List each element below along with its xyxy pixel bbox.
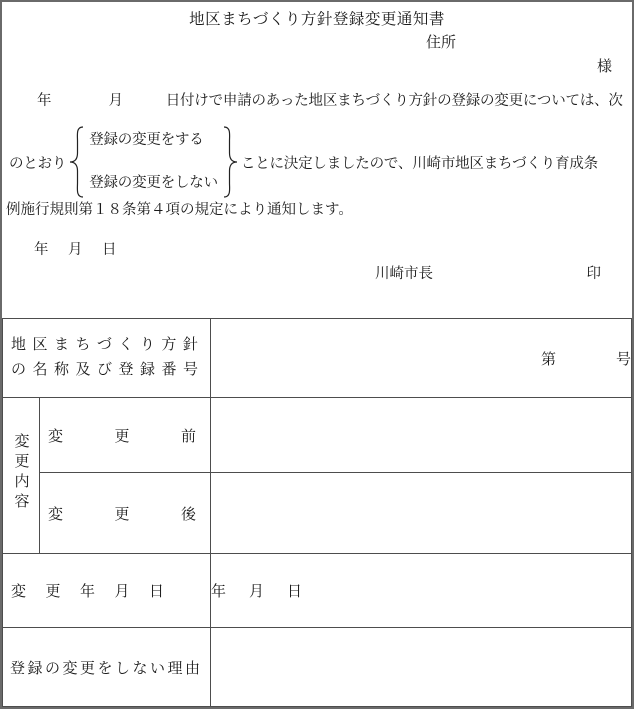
policy-name-row bbox=[3, 319, 632, 398]
address-label: 住所 bbox=[426, 35, 457, 51]
registration-table bbox=[2, 318, 632, 707]
decision-options bbox=[89, 132, 218, 192]
brace-prefix-text: のとおり bbox=[9, 155, 67, 172]
option-register-change: 登録の変更をする bbox=[89, 132, 204, 148]
option-no-register-change: 登録の変更をしない bbox=[89, 175, 218, 191]
change-after-label: 変 更 後 bbox=[48, 506, 197, 523]
recipient-honorific: 様 bbox=[596, 59, 612, 75]
policy-name-label-line1: 地区まちづくり方針 bbox=[11, 337, 205, 353]
body-paragraph-line1: 年 月 日付けで申請のあった地区まちづくり方針の登録の変更については、次 bbox=[37, 93, 623, 109]
reason-label: 登録の変更をしない理由 bbox=[10, 660, 203, 677]
reason-label-cell bbox=[3, 628, 211, 707]
document-title: 地区まちづくり方針登録変更通知書 bbox=[189, 11, 445, 28]
policy-name-label-line2: の名称及び登録番号 bbox=[11, 362, 205, 378]
issue-date-blank: 年 月 日 bbox=[34, 242, 119, 258]
change-before-row bbox=[3, 398, 632, 473]
decision-brace-row bbox=[9, 126, 598, 198]
change-after-label-cell bbox=[40, 473, 211, 554]
body-paragraph-line3: 例施行規則第１８条第４項の規定により通知します。 bbox=[6, 202, 353, 218]
change-before-value-cell bbox=[211, 398, 632, 473]
mayor-signature-label: 川崎市長 bbox=[375, 266, 433, 282]
document-header bbox=[2, 2, 632, 318]
change-after-value-cell bbox=[211, 473, 632, 554]
seal-mark: 印 bbox=[586, 266, 601, 282]
change-content-group-cell bbox=[3, 398, 40, 554]
brace-suffix-text: ことに決定しましたので、川崎市地区まちづくり育成条 bbox=[240, 155, 598, 172]
curly-brace-left-icon bbox=[68, 126, 84, 198]
change-date-row bbox=[3, 554, 632, 628]
curly-brace-right-icon bbox=[223, 126, 239, 198]
registration-number-cell: 第 号 bbox=[211, 319, 632, 398]
change-date-value-cell: 年 月 日 bbox=[211, 554, 632, 628]
reason-row bbox=[3, 628, 632, 707]
change-date-label: 変 更 年 月 日 bbox=[11, 584, 165, 600]
change-before-label-cell bbox=[40, 398, 211, 473]
change-date-label-cell bbox=[3, 554, 211, 628]
policy-name-label-cell bbox=[3, 319, 211, 398]
change-after-row bbox=[3, 473, 632, 554]
reason-value-cell bbox=[211, 628, 632, 707]
change-content-group-label: 変更内容 bbox=[12, 433, 29, 513]
change-before-label: 変 更 前 bbox=[48, 428, 197, 445]
